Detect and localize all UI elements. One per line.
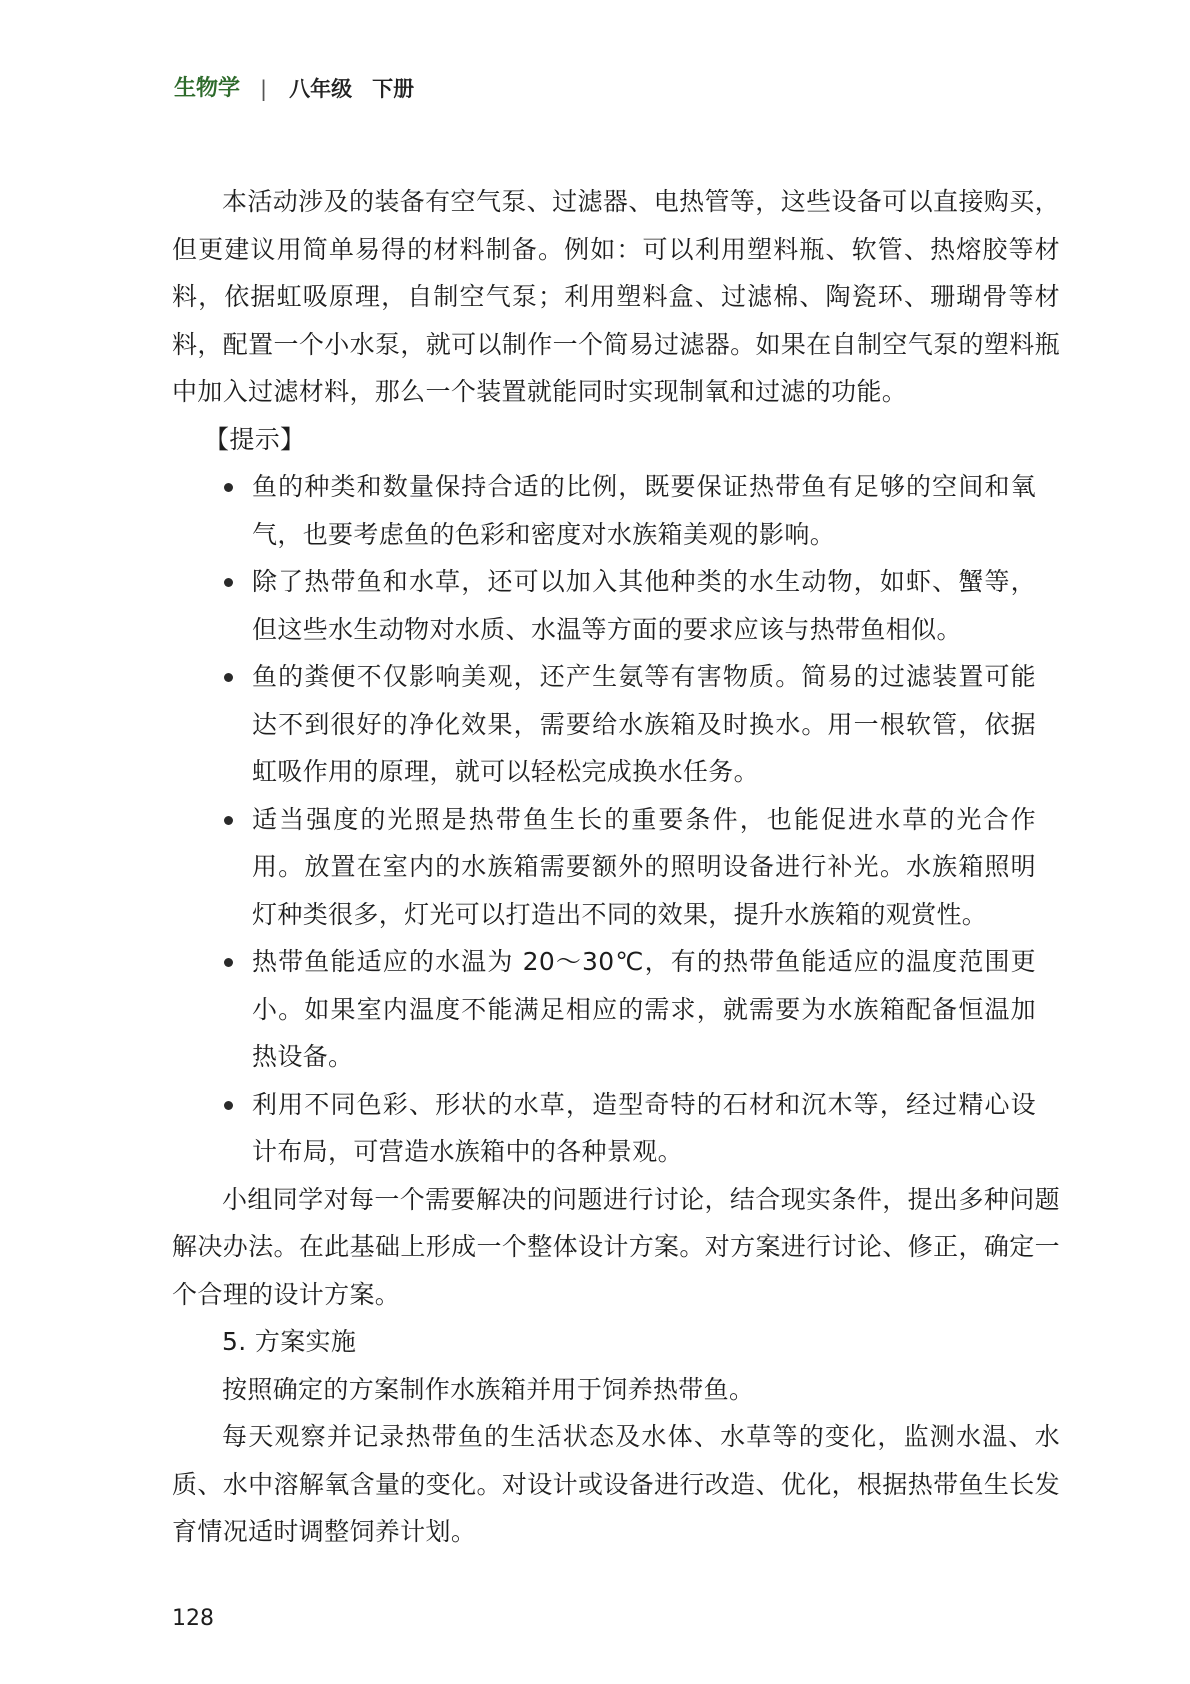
header-volume: 下册 — [372, 77, 415, 101]
header-separator: | — [260, 77, 268, 101]
paragraph-discussion: 小组同学对每一个需要解决的问题进行讨论，结合现实条件，提出多种问题解决办法。在此基础上形成一个整体设计方案。对方案进行讨论、修正，确定一个合理的设计方案。 — [172, 1184, 1060, 1309]
running-header — [174, 74, 414, 104]
bullet-dot-icon — [224, 816, 233, 825]
tip-text: 热带鱼能适应的水温为 20～30℃，有的热带鱼能适应的温度范围更小。如果室内温度不能满足相应的需求，就需要为水族箱配备恒温加热设备。 — [252, 947, 1036, 1071]
tip-item — [172, 558, 1060, 653]
bullet-dot-icon — [224, 958, 233, 967]
tip-text: 适当强度的光照是热带鱼生长的重要条件，也能促进水草的光合作用。放置在室内的水族箱需要额外的照明设备进行补光。水族箱照明灯种类很多，灯光可以打造出不同的效果，提升水族箱的观赏性。 — [252, 804, 1036, 929]
bullet-dot-icon — [224, 578, 233, 587]
tip-item — [172, 1081, 1060, 1176]
bullet-dot-icon — [224, 673, 233, 682]
tips-label: 【提示】 — [204, 424, 306, 454]
tip-text: 利用不同色彩、形状的水草，造型奇特的石材和沉木等，经过精心设计布局，可营造水族箱中的各种景观。 — [252, 1089, 1036, 1166]
page-body — [172, 178, 1060, 1556]
header-grade: 八年级 — [289, 77, 353, 101]
tip-text: 除了热带鱼和水草，还可以加入其他种类的水生动物，如虾、蟹等，但这些水生动物对水质、水温等方面的要求应该与热带鱼相似。 — [252, 567, 1036, 644]
bullet-dot-icon — [224, 1101, 233, 1110]
tip-item — [172, 463, 1060, 558]
bullet-dot-icon — [224, 483, 233, 492]
tip-text: 鱼的粪便不仅影响美观，还产生氨等有害物质。简易的过滤装置可能达不到很好的净化效果，需要给水族箱及时换水。用一根软管，依据虹吸作用的原理，就可以轻松完成换水任务。 — [252, 662, 1036, 786]
paragraph-observation: 每天观察并记录热带鱼的生活状态及水体、水草等的变化，监测水温、水质、水中溶解氧含量的变化。对设计或设备进行改造、优化，根据热带鱼生长发育情况适时调整饲养计划。 — [172, 1422, 1060, 1546]
tip-text: 鱼的种类和数量保持合适的比例，既要保证热带鱼有足够的空间和氧气，也要考虑鱼的色彩和密度对水族箱美观的影响。 — [252, 472, 1036, 549]
page-number: 128 — [172, 1606, 214, 1631]
paragraph-equipment: 本活动涉及的装备有空气泵、过滤器、电热管等，这些设备可以直接购买，但更建议用简单易得的材料制备。例如：可以利用塑料瓶、软管、热熔胶等材料，依据虹吸原理，自制空气泵；利用塑料盒、过滤棉、陶瓷环、珊瑚骨等材料，配置一个小水泵，就可以制作一个简易过滤器。如果在自制空气泵的塑料瓶中加入过滤材料，那么一个装置就能同时实现制氧和过滤的功能。 — [172, 187, 1060, 406]
tip-item — [172, 796, 1060, 939]
tip-item — [172, 653, 1060, 796]
header-subject: 生物学 — [174, 76, 241, 101]
paragraph-implementation: 按照确定的方案制作水族箱并用于饲养热带鱼。 — [222, 1374, 755, 1404]
tips-list — [172, 463, 1060, 1176]
section-heading: 5. 方案实施 — [222, 1327, 357, 1356]
tip-item — [172, 938, 1060, 1081]
